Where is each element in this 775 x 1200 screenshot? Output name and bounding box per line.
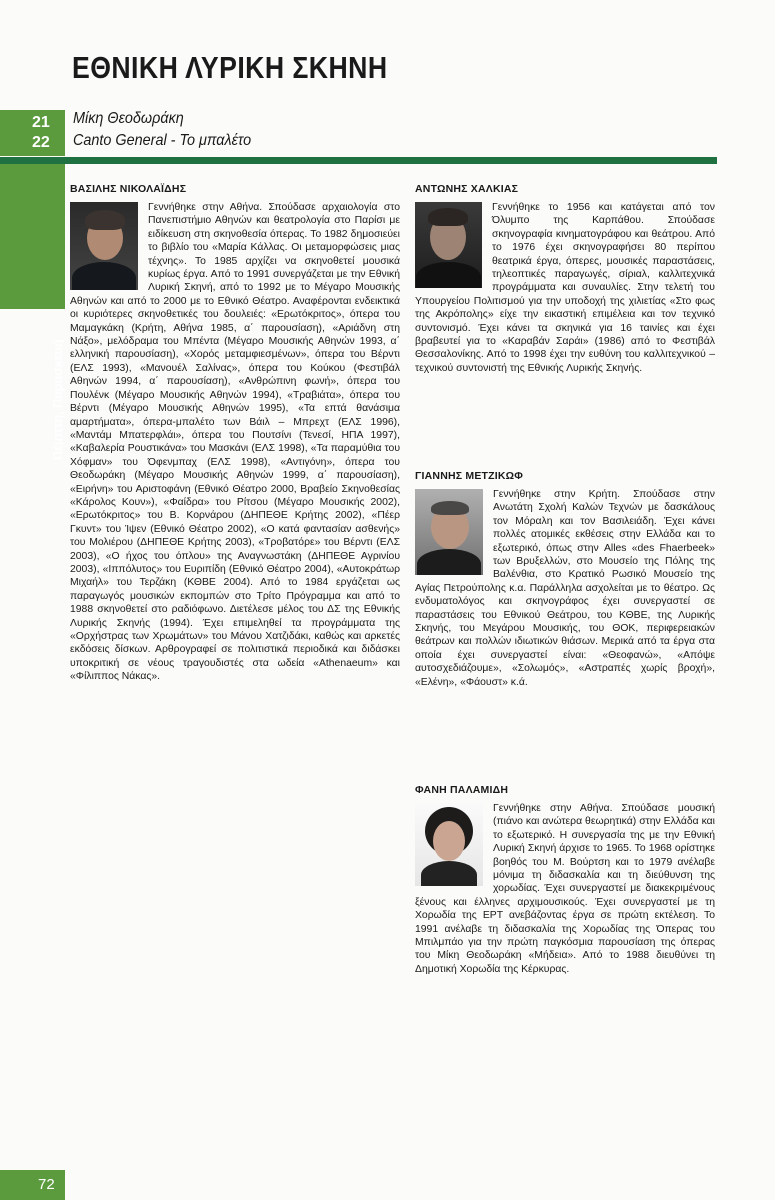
bio-palamidi: [415, 784, 715, 976]
bio-text: Γεννήθηκε στην Αθήνα. Σπούδασε μουσική (πιάνο και ανώτερα θεωρητικά) στην Ελλάδα και το εξωτερικό. Η συνεργασία της με την Εθνική Λυρική Σκηνή άρχισε το 1965. Το 1968 ορίστηκε βοηθός του Μ. Βούρτση και το 1979 ανέλαβε μόνιμα τη διδασκαλία και τη διεύθυνση της χορωδίας. Έχει συνεργαστεί με διακεκριμένους ξένους και έλληνες αρχιμουσικούς. Έχει συνεργαστεί με τη Χορωδία της ΕΡΤ ανεβάζοντας έργα σε πρώτη εκτέλεση. Το 1991 ανέλαβε τη διδασκαλία της Χορωδίας της Όπερας του Μπιλμπάο για την πρώτη παγκόσμια παρουσίαση της όπερας του Μίκη Θεοδωράκη «Μήδεια». Από το 1988 διευθύνει τη Δημοτική Χορωδία της Κέρκυρας.: [415, 803, 715, 975]
bio-name: ΒΑΣΙΛΗΣ ΝΙΚΟΛΑΪΔΗΣ: [70, 183, 187, 195]
bio-text: Γεννήθηκε το 1956 και κατάγεται από τον Όλυμπο της Καρπάθου. Σπούδασε σκηνογραφία κινηματογράφου και θεάτρου. Από το 1976 έχει σκηνογραφήσει 80 περίπου θεατρικά έργα, όπερες, μουσικές παραστάσεις, τηλεοπτικές παραγωγές, σίριαλ, καλλιτεχνικά προγράμματα και συναυλίες. Στην τελετή του Υπουργείου Πολιτισμού για την υποδοχή της χιλιετίας «Στο φως της Ακρόπολης» είχε την εικαστική επιμέλεια και τον τεχνικό συντονισμό. Έχει κάνει τα σκηνικά για 16 ταινίες και έχει βραβευτεί για το «Καραβάν Σαράι» (1986) από το Φεστιβάλ Θεσσαλονίκης. Από το 1998 έχει την ευθύνη του καλλιτεχνικού – τεχνικού συντονιστή της Εθνικής Λυρικής Σκηνής.: [415, 202, 715, 374]
season-year-start: 21: [32, 114, 50, 131]
bio-name: ΑΝΤΩΝΗΣ ΧΑΛΚΙΑΣ: [415, 183, 519, 195]
sidebar-tab: [0, 164, 65, 460]
portrait-photo: [415, 803, 483, 886]
portrait-photo: [415, 202, 482, 288]
portrait-photo: [70, 202, 138, 290]
bio-text: Γεννήθηκε στην Αθήνα. Σπούδασε αρχαιολογία στο Πανεπιστήμιο Αθηνών και θεατρολογία στο Παρίσι με ειδίκευση στη σκηνοθεσία όπερας. Το 1982 δημοσιεύει το βιβλίο του «Μαρία Κάλλας. Οι μεταμορφώσεις μιας τέχνης». Το 1985 αρχίζει να σκηνοθετεί μουσικά κυρίως έργα. Από το 1991 συνεργάζεται με την Εθνική Λυρική Σκηνή, από το 1992 με το Μέγαρο Μουσικής Αθηνών και από το 2000 με το Εθνικό Θέατρο. Αναφέρονται ενδεικτικά οι κυριότερες σκηνοθετικές του δουλειές: «Ερωτόκριτος», όπερα του Μαμαγκάκη (Κρήτη, Αθήνα 1985, α΄ παρουσίαση), «Αριάδνη στη Νάξο», μελόδραμα του Μπέντα (Μέγαρο Μουσικής Αθηνών 1993, α΄ ελληνική παρουσίαση), «Χορός μεταμφιεσμένων», όπερα του Βέρντι (ΕΛΣ 1993), «Μανουέλ Σαλίνας», όπερα του Κούκου (Φεστιβάλ Αθηνών 1994, α΄ παρουσίαση), «Ανθρώπινη φωνή», όπερα του Πουλένκ (Μέγαρο Μουσικής Αθηνών 1994), «Τραβιάτα», όπερα του Βέρντι (Μέγαρο Μουσικής Αθηνών 1995), «Τα επτά θανάσιμα αμαρτήματα», όπερα-μπαλέτο των Βάιλ – Μπρεχτ (ΕΛΣ 1996), «Μαντάμ Μπατερφλάι», όπερα του Πουτσίνι (Τενεσί, ΗΠΑ 1997), «Καβαλερία Ρουστικάνα» του Μασκάνι (ΕΛΣ 1998), «Τα παραμύθια του Χόφμαν» του Όφενμπαχ (ΕΛΣ 1998), «Αντιγόνη», όπερα του Θεοδωράκη (Μέγαρο Μουσικής Αθηνών 1999, α΄ παρουσίαση), «Ειρήνη» του Αριστοφάνη (Εθνικό Θέατρο 2000, Βραβείο Σκηνοθεσίας «Κάρολος Κουν»), «Φαίδρα» του Ρίτσου (Μέγαρο Μουσικής 2002), «Ερωτόκριτος» του Β. Κορνάρου (ΔΗΠΕΘΕ Κρήτης 2002), «Πέερ Γκυντ» του Ίψεν (Εθνικό Θέατρο 2002), «Ο κατά φαντασίαν ασθενής» του Μολιέρου (ΔΗΠΕΘΕ Κρήτης 2003), «Τροβατόρε» του Βέρντι (ΕΛΣ 2003), «Ο ήχος του όπλου» της Αναγνωστάκη (ΔΗΠΕΘΕ Αγρινίου 2003), «Ιππόλυτος» του Ευριπίδη (Εθνικό Θέατρο 2004), «Αυτοκράτωρ Μιχαήλ» του Τερζάκη (ΚΘΒΕ 2004). Από το 1984 εργάζεται ως παραγωγός μουσικών εκπομπών στο Τρίτο Πρόγραμμα και από το 1988 σκηνοθετεί στο ραδιόφωνο. Διετέλεσε μέλος του ΔΣ της Εθνικής Λυρικής Σκηνής (1994). Έχει επιμεληθεί τα προγράμματα της «Ορχήστρας των Χρωμάτων» του Μάνου Χατζιδάκι, καθώς και αρκετές εκδόσεις δίσκων. Αρθρογραφεί σε πολιτιστικά περιοδικά και διδάσκει υποκριτική σε νέους τραγουδιστές στα ωδεία «Athenaeum» και «Φίλιππος Νάκας».: [70, 202, 400, 683]
bio-nikolaidis: [70, 183, 400, 684]
work-title: Canto General - Το μπαλέτο: [73, 132, 252, 149]
page-number-badge: [0, 1170, 65, 1200]
bio-name: ΓΙΑΝΝΗΣ ΜΕΤΖΙΚΩΦ: [415, 470, 524, 482]
header-divider: [0, 157, 717, 164]
composer-name: Μίκη Θεοδωράκη: [73, 110, 184, 127]
bio-metzikof: [415, 470, 715, 689]
season-badge: [0, 110, 65, 156]
performance-days: Πέμπτη, Παρασκευή: [51, 339, 65, 460]
page-number: 72: [38, 1176, 55, 1193]
portrait-photo: [415, 489, 483, 575]
bio-chalkias: [415, 183, 715, 375]
bio-text: Γεννήθηκε στην Κρήτη. Σπούδασε στην Ανωτάτη Σχολή Καλών Τεχνών με δασκάλους τον Μόραλη και τον Βασιλειάδη. Έχει κάνει πολλές ατομικές εκθέσεις στην Ελλάδα και το εξωτερικό, όπως στην Alles «des Fhaerbeek» των Βρυξελλών, στο Μουσείο της Πόλης της Βαλένθια, στο Κρατικό Ρωσικό Μουσείο της Αγίας Πετρούπολης κ.α. Παράλληλα ασχολείται με το θέατρο. Ως ενδυματολόγος και σκηνογράφος έχει συνεργαστεί σε παραστάσεις του Εθνικού Θεάτρου, του ΚΘΒΕ, της Λυρικής Σκηνής, του Μεγάρου Μουσικής, του ΘΟΚ, περιφερειακών θεάτρων και πολλών ιδιωτικών θιάσων. Μερικά από τα έργα στα οποία έχει συνεργαστεί είναι: «Θεοφανώ», «Απόψε αυτοσχεδιάζουμε», «Σολωμός», «Αστραπές χωρίς βροχή», «Ελένη», «Φάουστ» κ.ά.: [415, 489, 715, 688]
page-title: ΕΘΝΙΚΗ ΛΥΡΙΚΗ ΣΚΗΝΗ: [72, 50, 388, 85]
bio-name: ΦΑΝΗ ΠΑΛΑΜΙΔΗ: [415, 784, 509, 796]
season-year-end: 22: [32, 134, 50, 151]
